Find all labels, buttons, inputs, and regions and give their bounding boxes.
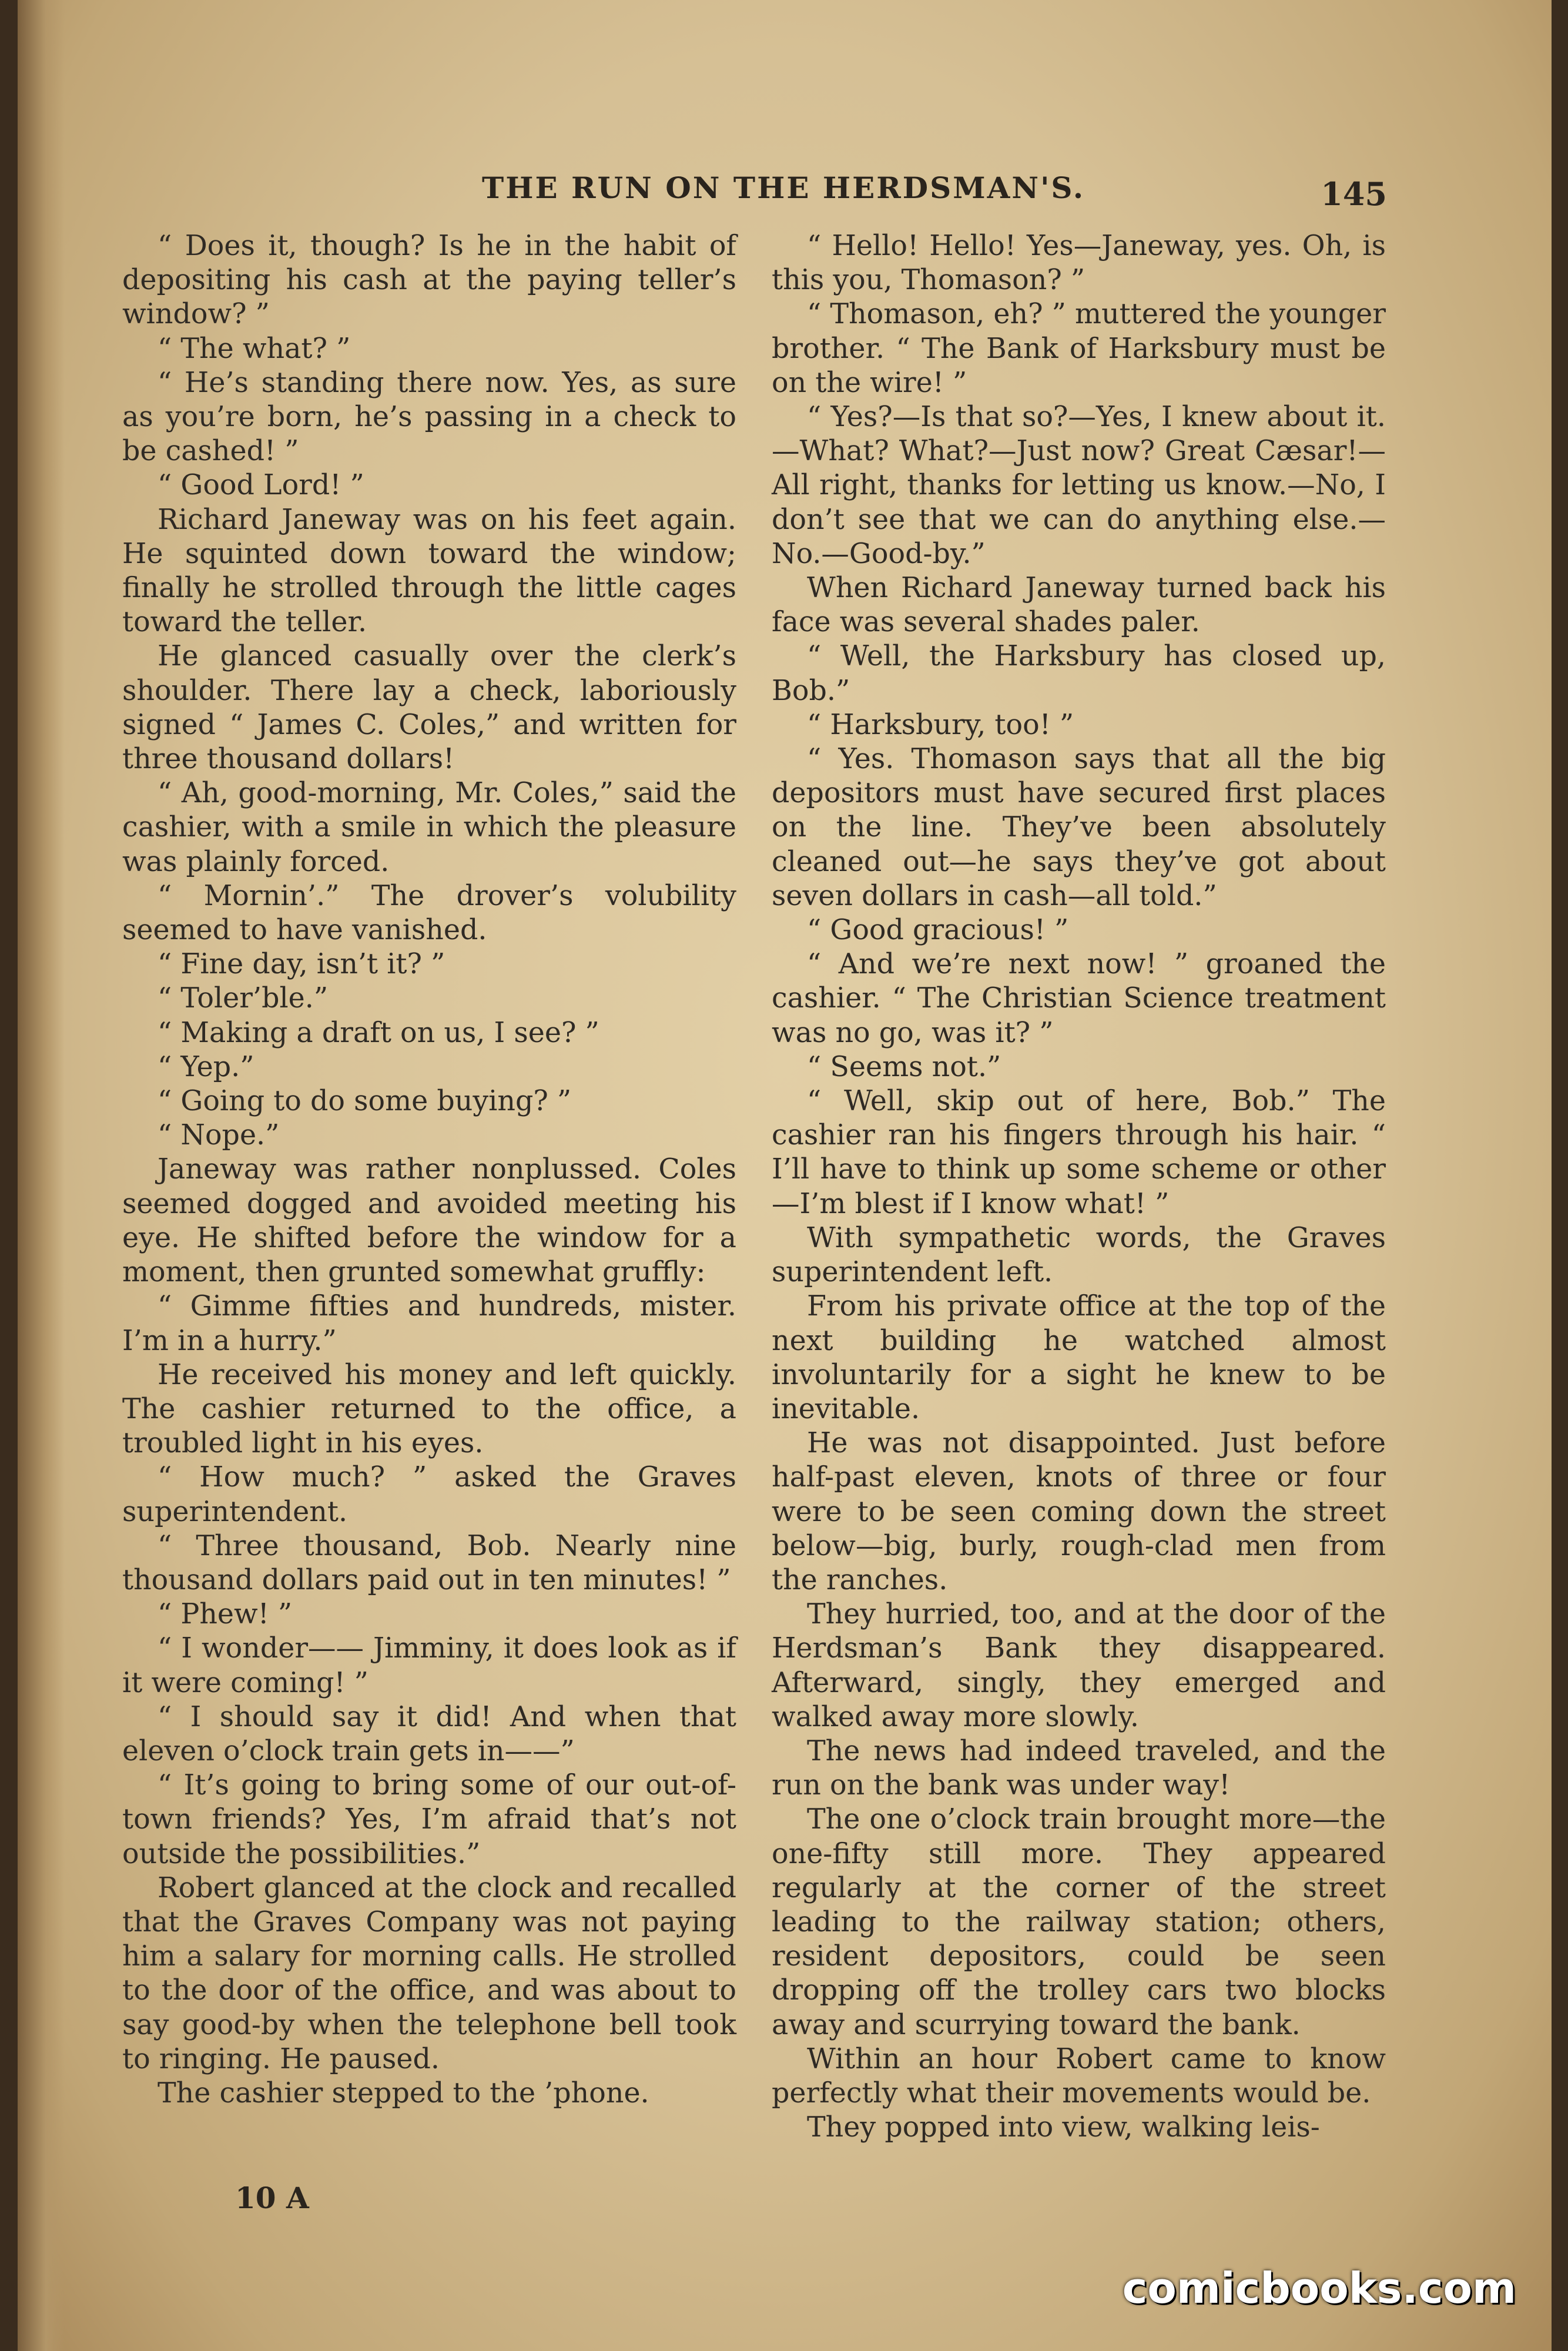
paragraph: “ Does it, though? Is he in the habit of depositing his cash at the paying teller’s window? ” [122, 230, 736, 331]
paragraph: Richard Janeway was on his feet again. He squinted down toward the window; finally he strolled through the little cages toward the teller. [122, 503, 736, 639]
paragraph: The cashier stepped to the ’phone. [158, 2077, 649, 2109]
paragraph: They hurried, too, and at the door of the Herdsman’s Bank they disappeared. Afterward, singly, they emerged and walked away more slowly. [772, 1598, 1386, 1733]
paragraph: “ He’s standing there now. Yes, as sure as you’re born, he’s passing in a check to be cashed! ” [122, 366, 736, 468]
paragraph: “ Good Lord! ” [158, 469, 364, 502]
paragraph: “ Nope.” [158, 1119, 280, 1152]
signature-mark: 10 A [235, 2181, 309, 2215]
paragraph: From his private office at the top of the next building he watched almost involuntarily for a sight he knew to be inevitable. [772, 1290, 1386, 1425]
paragraph: “ I should say it did! And when that eleven o’clock train gets in——” [122, 1700, 736, 1767]
paragraph: “ Yes?—Is that so?—Yes, I knew about it.—What? What?—Just now? Great Cæsar!—All right, thanks for letting us know.—No, I don’t see that we can do anything else.—No.—Good-by.” [772, 401, 1386, 570]
paragraph: “ Harksbury, too! ” [807, 708, 1074, 741]
paragraph: “ Toler’ble.” [158, 982, 329, 1015]
paragraph: “ Well, the Harksbury has closed up, Bob.” [772, 640, 1386, 707]
paragraph: When Richard Janeway turned back his face was several shades paler. [772, 572, 1386, 639]
paragraph: The one o’clock train brought more—the one-fifty still more. They appeared regularly at the corner of the street leading to the railway station; others, resident depositors, could be seen dropping off the trolley cars two blocks away and scurrying toward the bank. [772, 1803, 1386, 2041]
paragraph: “ Yes. Thomason says that all the big depositors must have secured first places on the line. They’ve been absolutely cleaned out—he says they’ve got about seven dollars in cash—all told.” [772, 743, 1386, 912]
paragraph: “ Three thousand, Bob. Nearly nine thousand dollars paid out in ten minutes! ” [122, 1529, 736, 1596]
book-page [18, 0, 1552, 2351]
paragraph: “ Ah, good-morning, Mr. Coles,” said the cashier, with a smile in which the pleasure was plainly forced. [122, 777, 736, 878]
paragraph: “ How much? ” asked the Graves superintendent. [122, 1461, 736, 1528]
paragraph: He received his money and left quickly. The cashier returned to the office, a troubled light in his eyes. [122, 1358, 736, 1460]
paragraph: “ And we’re next now! ” groaned the cashier. “ The Christian Science treatment was no go, was it? ” [772, 948, 1386, 1049]
paragraph: “ Making a draft on us, I see? ” [158, 1016, 599, 1049]
paragraph: Janeway was rather nonplussed. Coles seemed dogged and avoided meeting his eye. He shifted before the window for a moment, then grunted somewhat gruffly: [122, 1153, 736, 1289]
paragraph: He was not disappointed. Just before half-past eleven, knots of three or four were to be seen coming down the street below—big, burly, rough-clad men from the ranches. [772, 1427, 1386, 1596]
paragraph: Robert glanced at the clock and recalled that the Graves Company was not paying him a salary for morning calls. He strolled to the door of the office, and was about to say good-by when the telephone bell took to ringing. He paused. [122, 1871, 736, 2075]
paragraph: They popped into view, walking leis- [807, 2111, 1320, 2144]
paragraph: “ It’s going to bring some of our out-of-town friends? Yes, I’m afraid that’s not outside the possibilities.” [122, 1769, 736, 1870]
paragraph: The news had indeed traveled, and the run on the bank was under way! [772, 1734, 1386, 1802]
paragraph: “ Yep.” [158, 1050, 254, 1083]
watermark: comicbooks.com [1122, 2263, 1516, 2313]
paragraph: “ Well, skip out of here, Bob.” The cashier ran his fingers through his hair. “ I’ll have to think up some scheme or other—I’m blest if I know what! ” [772, 1085, 1386, 1220]
paragraph: “ Good gracious! ” [807, 914, 1069, 947]
text-column-left [122, 229, 736, 2111]
page-header [129, 170, 1387, 223]
paragraph: With sympathetic words, the Graves superintendent left. [772, 1221, 1386, 1289]
paragraph: “ Thomason, eh? ” muttered the younger brother. “ The Bank of Harksbury must be on the wire! ” [772, 298, 1386, 399]
paragraph: “ I wonder—— Jimminy, it does look as if it were coming! ” [122, 1632, 736, 1699]
paragraph: “ The what? ” [158, 332, 351, 365]
paragraph: “ Mornin’.” The drover’s volubility seemed to have vanished. [122, 879, 736, 947]
paragraph: Within an hour Robert came to know perfectly what their movements would be. [772, 2042, 1386, 2109]
paragraph: “ Hello! Hello! Yes—Janeway, yes. Oh, is this you, Thomason? ” [772, 230, 1386, 297]
page-spine-shadow [18, 0, 65, 2351]
paragraph: “ Phew! ” [158, 1598, 293, 1631]
paragraph: “ Fine day, isn’t it? ” [158, 948, 445, 981]
paragraph: “ Going to do some buying? ” [158, 1085, 572, 1118]
page-number: 145 [1321, 175, 1387, 213]
text-column-right [772, 229, 1386, 2145]
paragraph: He glanced casually over the clerk’s shoulder. There lay a check, laboriously signed “ James C. Coles,” and written for three thousand dollars! [122, 640, 736, 776]
running-title: THE RUN ON THE HERDSMAN'S. [482, 170, 1085, 205]
paragraph: “ Seems not.” [807, 1050, 1001, 1083]
paragraph: “ Gimme fifties and hundreds, mister. I’m in a hurry.” [122, 1290, 736, 1357]
